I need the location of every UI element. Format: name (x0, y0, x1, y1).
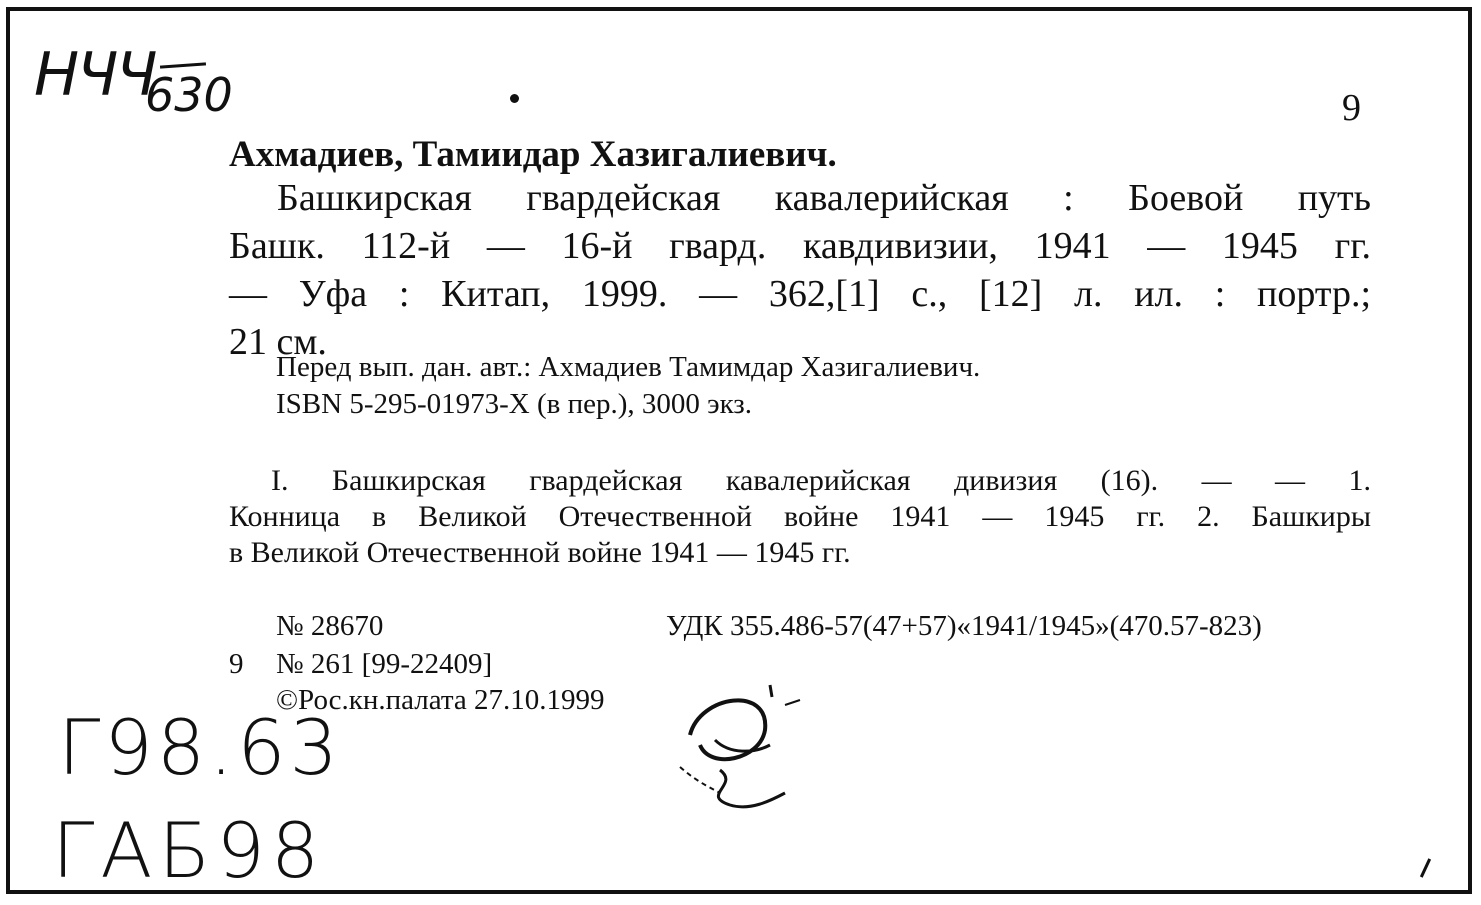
description-line: — Уфа : Китап, 1999. — 362,[1] с., [12] л. ил. : портр.; (229, 273, 1371, 315)
stamp-scribble (660, 675, 830, 815)
record-number: № 28670 (276, 610, 384, 642)
description-line: Башкирская гвардейская кавалерийская : Боевой путь (277, 177, 1371, 219)
batch-prefix: 9 (229, 648, 244, 680)
author-note: Перед вып. дан. авт.: Ахмадиев Тамимдар Хазигалиевич. (276, 351, 981, 383)
handwritten-code-middle: Г98.63 (58, 703, 342, 792)
subject-headings (229, 463, 1371, 571)
handwritten-code-bottom: ГАБ98 (52, 806, 326, 895)
handwritten-fraction: 630 (145, 68, 233, 122)
subject-line: в Великой Отечественной войне 1941 — 1945 гг. (229, 536, 851, 569)
handwritten-code-top: НЧЧ (34, 40, 156, 110)
speck-dot (510, 94, 519, 103)
subject-line: I. Башкирская гвардейская кавалерийская дивизия (16). — — 1. (271, 464, 1371, 497)
isbn-line: ISBN 5-295-01973-X (в пер.), 3000 экз. (276, 388, 752, 420)
author-heading: Ахмадиев, Тамиидар Хазигалиевич. (229, 134, 837, 175)
description-line: 21 см. (229, 321, 327, 363)
subject-line: Конница в Великой Отечественной войне 1941 — 1945 гг. 2. Башкиры (229, 500, 1371, 533)
batch-number: № 261 [99-22409] (276, 648, 493, 680)
description-line: Башк. 112-й — 16-й гвард. кавдивизии, 1941 — 1945 гг. (229, 225, 1371, 267)
page-number: 9 (1342, 87, 1361, 129)
copyright-line: ©Рос.кн.палата 27.10.1999 (276, 684, 605, 716)
title-description (229, 174, 1371, 366)
udc-code: УДК 355.486-57(47+57)«1941/1945»(470.57-823) (666, 610, 1262, 642)
